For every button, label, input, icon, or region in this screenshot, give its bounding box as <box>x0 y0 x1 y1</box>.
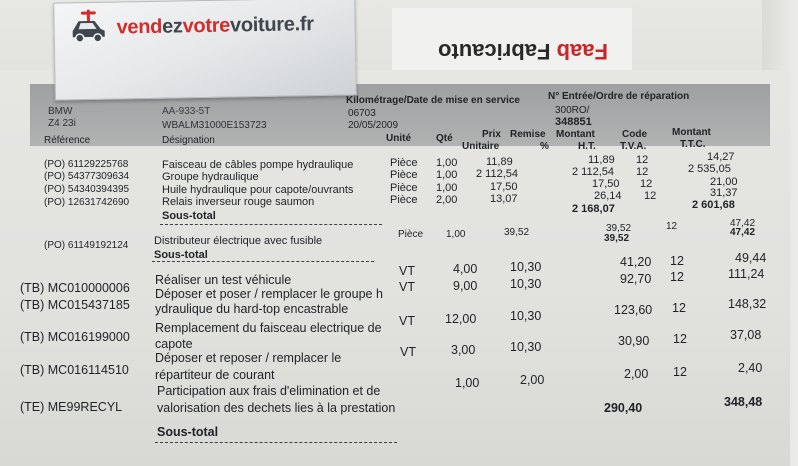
row-ttc: 2,40 <box>738 361 763 375</box>
row-vat: 12 <box>640 178 653 190</box>
row-vat: 12 <box>644 190 657 202</box>
row-vat: 12 <box>673 332 687 346</box>
row-ttc: 49,44 <box>735 251 767 265</box>
col-amount-ht-1: Montant <box>556 129 595 140</box>
parts-subtotal-ht: 2 168,07 <box>572 203 615 215</box>
part2-subtotal-ht: 39,52 <box>604 233 630 244</box>
row-unit: VT <box>399 264 415 278</box>
row-vat: 12 <box>672 301 686 315</box>
row-desc: Huile hydraulique pour capote/ouvrants <box>162 184 354 196</box>
row-vat: 12 <box>636 166 649 178</box>
garage-name: Faab Fabricauto <box>438 39 608 64</box>
parts-subtotal-ttc: 2 601,68 <box>692 199 735 211</box>
row-price: 10,30 <box>510 340 542 354</box>
row-vat: 12 <box>636 154 649 166</box>
row-ttc: 2 535,05 <box>688 163 731 175</box>
mileage-header: Kilométrage/Date de mise en service <box>346 95 520 106</box>
row-unit: VT <box>400 345 416 359</box>
row-ttc: 14,27 <box>707 151 735 163</box>
row-qty: 1,00 <box>455 376 480 390</box>
row-desc: Déposer et poser / remplacer le groupe h <box>155 287 383 301</box>
row-unit: VT <box>399 314 415 328</box>
mileage-value: 06703 <box>348 108 376 119</box>
row-price: 11,89 <box>486 156 513 168</box>
row-ref: (PO) 61149192124 <box>44 240 129 251</box>
logo-sticker <box>53 0 357 101</box>
row-desc-2: valorisation des dechets lies à la prestation <box>157 401 396 415</box>
row-desc: Réaliser un test véhicule <box>155 273 292 287</box>
row-ref: (TB) MC015437185 <box>20 298 130 312</box>
row-vat: 12 <box>666 221 678 232</box>
row-ht: 2,00 <box>624 367 649 381</box>
row-ref: (PO) 61129225768 <box>44 159 129 170</box>
row-ttc: 37,08 <box>730 328 762 342</box>
row-ht: 41,20 <box>620 255 652 269</box>
vehicle-vin: WBALM31000E153723 <box>162 120 267 131</box>
row-unit: Pièce <box>390 194 418 206</box>
col-amount-ttc-1: Montant <box>672 127 711 138</box>
col-designation: Désignation <box>162 135 215 146</box>
row-price: 13,07 <box>490 193 518 205</box>
vehicle-model: Z4 23i <box>48 118 76 129</box>
row-ht: 92,70 <box>620 272 652 286</box>
registration-date: 20/05/2009 <box>348 120 399 131</box>
repair-order-number: 348851 <box>555 116 592 128</box>
row-ht: 11,89 <box>588 154 615 166</box>
row-price: 39,52 <box>504 227 530 238</box>
row-price: 17,50 <box>490 181 518 193</box>
col-price-2: Unitaire <box>462 141 500 152</box>
row-qty: 4,00 <box>453 262 478 276</box>
row-vat: 12 <box>670 270 684 284</box>
col-amount-ht-2: H.T. <box>578 141 596 152</box>
repair-order-code: 300RO/ <box>555 105 590 116</box>
row-qty: 1,00 <box>446 229 466 240</box>
row-ht: 17,50 <box>592 178 620 190</box>
subtotal-label: Sous-total <box>154 249 208 261</box>
col-vat-2: T.V.A. <box>620 141 647 152</box>
row-ref: (PO) 12631742690 <box>44 197 130 208</box>
labor-subtotal-ht: 290,40 <box>604 401 643 415</box>
row-unit: Pièce <box>398 229 424 240</box>
row-vat: 12 <box>673 365 687 379</box>
row-price: 10,30 <box>510 260 542 274</box>
row-qty: 3,00 <box>451 343 476 357</box>
row-desc: Faisceau de câbles pompe hydraulique <box>162 159 354 171</box>
subtotal-divider <box>160 224 382 225</box>
row-ttc: 148,32 <box>728 297 767 311</box>
row-desc: Participation aux frais d'elimination et de <box>157 384 381 398</box>
row-ttc: 21,00 <box>710 176 738 188</box>
row-qty: 1,00 <box>436 182 458 194</box>
row-ref: (TE) ME99RECYL <box>20 400 123 414</box>
row-ht: 39,52 <box>606 223 632 234</box>
col-amount-ttc-2: T.T.C. <box>680 139 706 150</box>
col-discount-2: % <box>540 141 549 152</box>
row-ht: 26,14 <box>594 190 622 202</box>
row-ref: (PO) 54340394395 <box>44 184 130 195</box>
row-unit: Pièce <box>390 182 418 194</box>
part2-subtotal-ttc: 47,42 <box>730 227 756 238</box>
repair-order-header: N° Entrée/Ordre de réparation <box>548 91 690 102</box>
row-price: 2 112,54 <box>476 168 519 180</box>
col-vat-1: Code <box>622 129 647 140</box>
row-unit: Pièce <box>390 157 418 169</box>
row-desc: Distributeur électrique avec fusible <box>154 235 323 247</box>
row-ref: (PO) 54377309634 <box>44 171 130 182</box>
vehicle-plate: AA-933-5T <box>162 106 211 117</box>
row-ht: 30,90 <box>618 334 650 348</box>
row-desc-2: répartiteur de courant <box>155 368 275 382</box>
row-qty: 1,00 <box>436 169 458 181</box>
car-tow-icon <box>68 9 109 46</box>
col-reference: Référence <box>44 135 91 146</box>
row-desc: Relais inverseur rouge saumon <box>162 196 315 208</box>
row-desc-2: ydraulique du hard-top encastrable <box>155 302 349 316</box>
row-unit: Pièce <box>390 169 418 181</box>
logo-wordmark: vendezvotrevoiture.fr <box>116 13 314 39</box>
row-price: 2,00 <box>520 373 545 387</box>
row-qty: 1,00 <box>436 157 458 169</box>
col-qty: Qté <box>436 133 453 144</box>
row-price: 10,30 <box>510 309 542 323</box>
row-vat: 12 <box>670 254 684 268</box>
col-unit: Unité <box>386 133 411 144</box>
col-price-1: Prix <box>482 129 501 140</box>
row-desc-2: capote <box>155 337 193 351</box>
row-desc: Déposer et reposer / remplacer le <box>155 351 342 365</box>
row-ht: 123,60 <box>614 303 653 317</box>
subtotal-label: Sous-total <box>157 425 219 439</box>
subtotal-label: Sous-total <box>162 210 216 222</box>
col-discount-1: Remise <box>510 129 546 140</box>
row-unit: VT <box>399 280 415 294</box>
row-ttc: 47,42 <box>730 218 756 229</box>
row-ttc: 111,24 <box>728 267 765 281</box>
row-ref: (TB) MC016199000 <box>20 330 130 344</box>
row-price: 10,30 <box>510 277 542 291</box>
subtotal-divider <box>155 442 397 443</box>
row-ht: 2 112,54 <box>572 166 615 178</box>
row-qty: 2,00 <box>436 194 458 206</box>
subtotal-divider <box>152 261 374 262</box>
row-ref: (TB) MC010000006 <box>20 281 130 295</box>
row-qty: 12,00 <box>445 312 477 326</box>
row-desc: Remplacement du faisceau electrique de <box>155 321 382 335</box>
labor-subtotal-ttc: 348,48 <box>724 395 763 409</box>
row-ttc: 31,37 <box>710 187 738 199</box>
row-ref: (TB) MC016114510 <box>20 363 129 377</box>
row-qty: 9,00 <box>453 279 478 293</box>
row-desc: Groupe hydraulique <box>162 171 259 183</box>
vehicle-make: BMW <box>48 106 73 117</box>
